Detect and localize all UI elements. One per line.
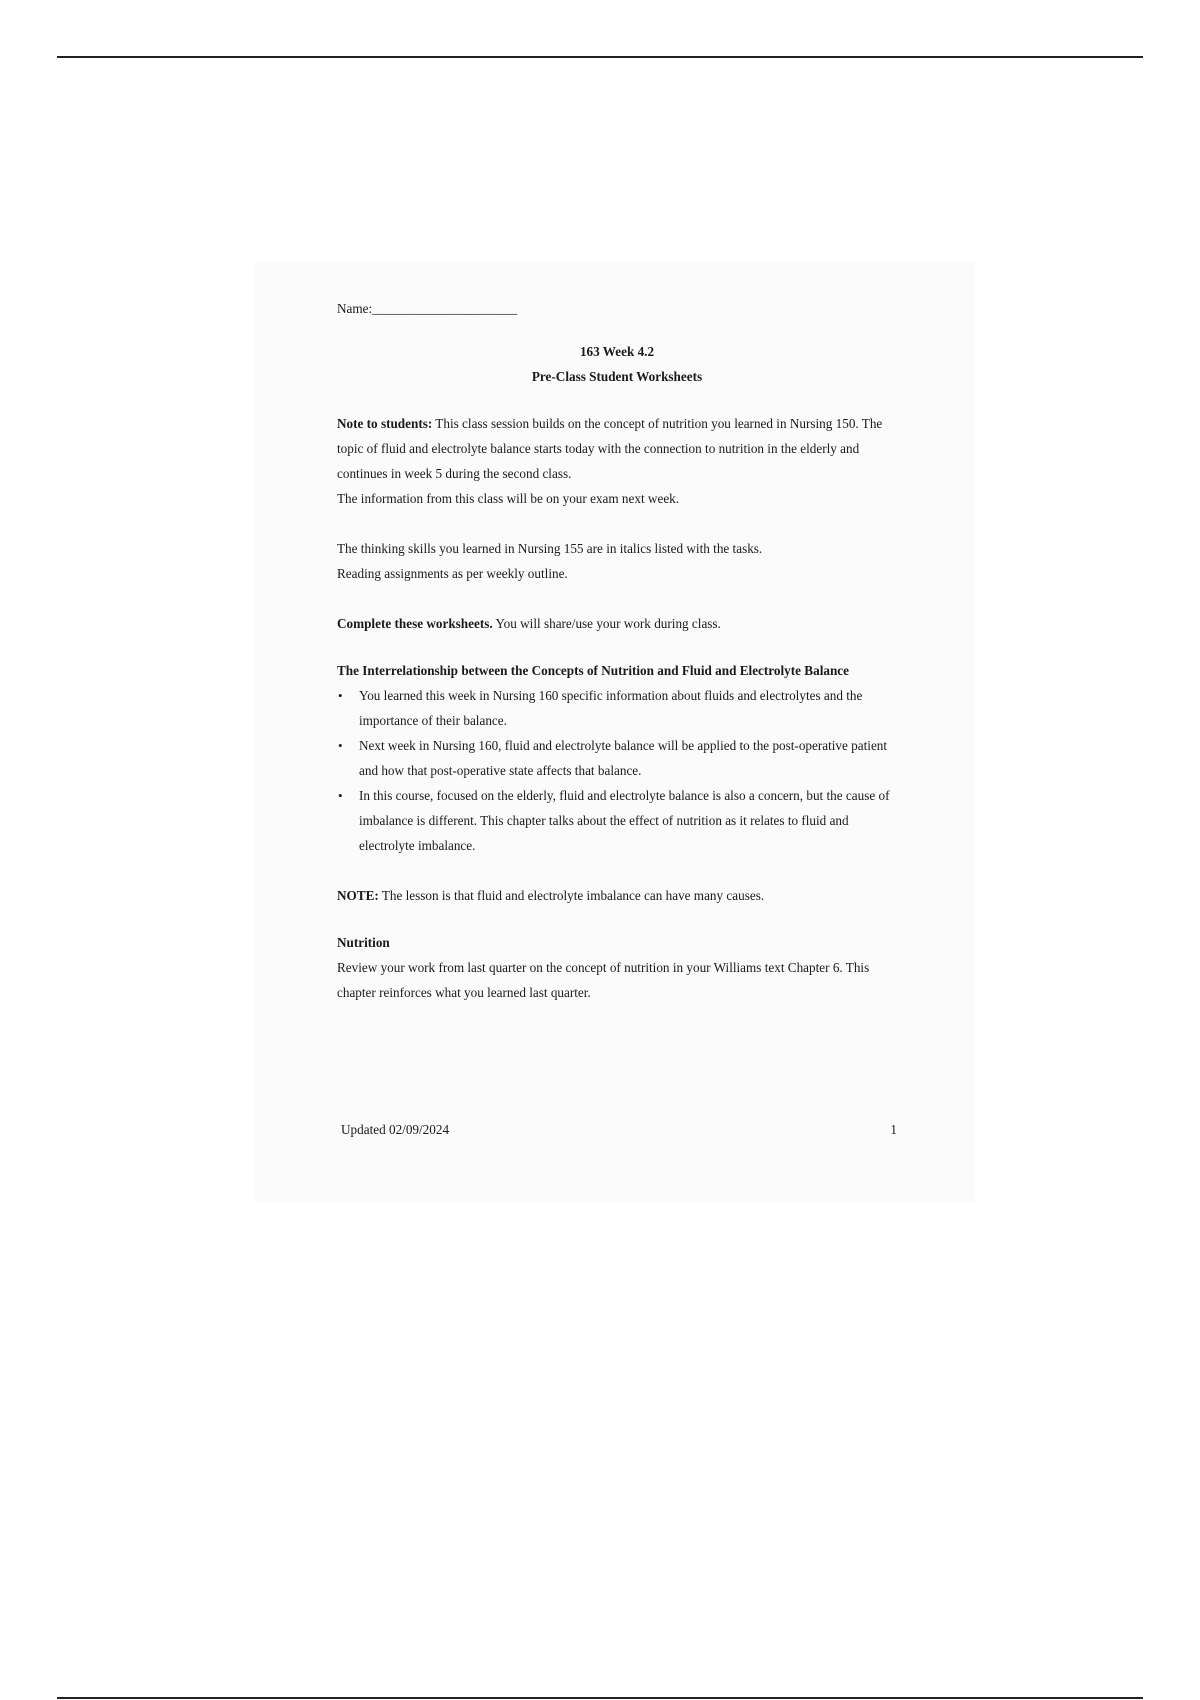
thinking-skills-line: The thinking skills you learned in Nursing 155 are in italics listed with the tasks. [337,541,763,556]
list-item: • Next week in Nursing 160, fluid and electrolyte balance will be applied to the post-operative patient and how that post-operative state affects that balance. [337,733,897,783]
complete-text: You will share/use your work during class. [492,616,721,631]
lesson-note [337,883,897,908]
reading-assignments-line: Reading assignments as per weekly outline. [337,566,568,581]
updated-date: Updated 02/09/2024 [341,1122,450,1137]
name-field: Name:______________________ [337,301,518,316]
complete-label: Complete these worksheets. [337,616,493,631]
document-subtitle: Pre-Class Student Worksheets [531,369,703,384]
bottom-rule [57,1697,1143,1699]
document-content [337,296,897,1005]
note-label: Note to students: [337,416,433,431]
list-item: • You learned this week in Nursing 160 specific information about fluids and electrolytes and the importance of their balance. [337,683,897,733]
note-text: This class session builds on the concept of nutrition you learned in Nursing 150. The topic of fluid and electrolyte balance starts today with the connection to nutrition in the elderly and continues in week 5 during the second class. [337,416,883,481]
page-number: 1 [890,1122,897,1137]
page-footer [341,1122,897,1138]
lesson-note-label: NOTE: [337,888,379,903]
interrelationship-heading: The Interrelationship between the Concepts of Nutrition and Fluid and Electrolyte Balance [337,663,849,678]
complete-worksheets [337,611,897,636]
interrelationship-list [337,683,897,858]
note-to-students [337,411,897,486]
exam-notice: The information from this class will be on your exam next week. [337,491,680,506]
list-item: • In this course, focused on the elderly, fluid and electrolyte balance is also a concern, but the cause of imbalance is different. This chapter talks about the effect of nutrition as it relates to fluid and electrolyte imbalance. [337,783,897,858]
lesson-note-text: The lesson is that fluid and electrolyte imbalance can have many causes. [378,888,765,903]
top-rule [57,56,1143,58]
nutrition-text: Review your work from last quarter on the concept of nutrition in your Williams text Chapter 6. This chapter reinforces what you learned last quarter. [337,960,870,1000]
document-title: 163 Week 4.2 [579,344,655,359]
nutrition-heading: Nutrition [337,935,390,950]
